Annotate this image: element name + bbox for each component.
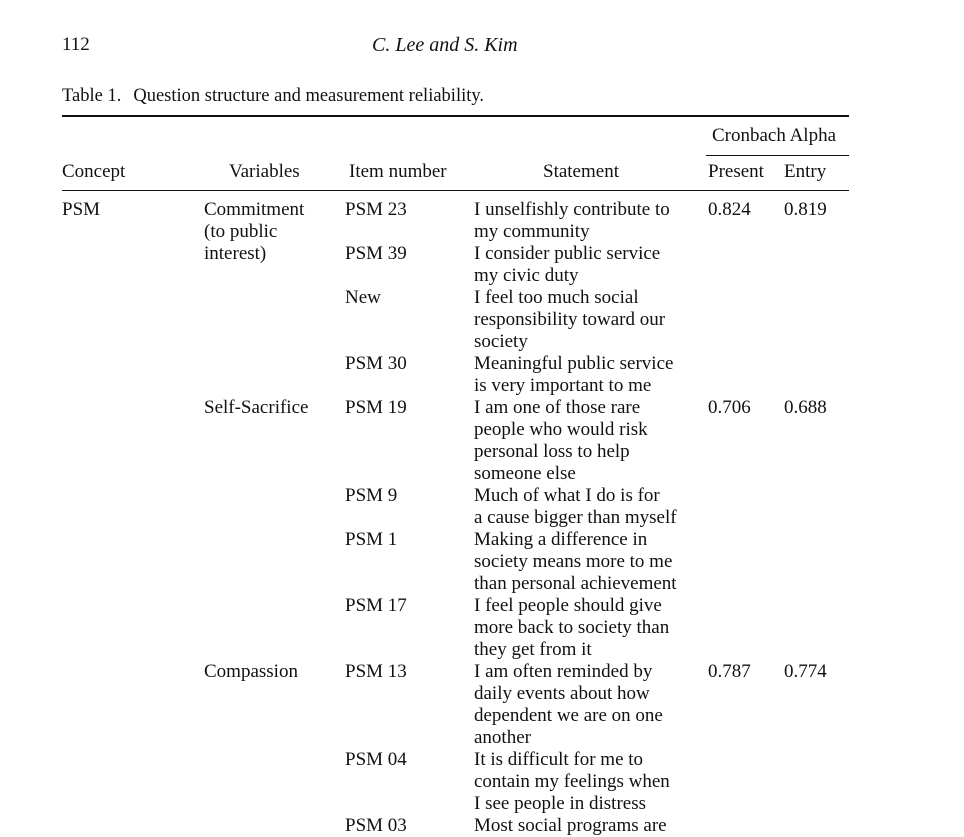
statement-line: daily events about how xyxy=(474,683,650,704)
header-variables: Variables xyxy=(229,161,300,182)
table-caption-text: Question structure and measurement reliability. xyxy=(133,86,485,106)
statement-line: I unselfishly contribute to xyxy=(474,199,670,220)
item-number-cell: PSM 30 xyxy=(345,353,407,374)
item-number-cell: PSM 13 xyxy=(345,661,407,682)
running-title: C. Lee and S. Kim xyxy=(372,34,518,56)
variable-label-line: Compassion xyxy=(204,661,298,682)
statement-line: I feel people should give xyxy=(474,595,662,616)
statement-line: society means more to me xyxy=(474,551,673,572)
alpha-entry-cell: 0.819 xyxy=(784,199,827,220)
item-number-cell: PSM 03 xyxy=(345,815,407,836)
statement-line: people who would risk xyxy=(474,419,648,440)
statement-line: I see people in distress xyxy=(474,793,647,814)
statement-line: society xyxy=(474,331,528,352)
variable-label-line: Self-Sacrifice xyxy=(204,397,309,418)
item-number-cell: PSM 04 xyxy=(345,749,407,770)
alpha-present-cell: 0.706 xyxy=(708,397,751,418)
statement-line: Much of what I do is for xyxy=(474,485,660,506)
statement-line: dependent we are on one xyxy=(474,705,663,726)
statement-line: I feel too much social xyxy=(474,287,639,308)
alpha-entry-cell: 0.688 xyxy=(784,397,827,418)
table-caption xyxy=(62,86,484,107)
variable-label-line: interest) xyxy=(204,243,267,264)
item-number-cell: PSM 23 xyxy=(345,199,407,220)
variable-label-line: Commitment xyxy=(204,199,305,220)
statement-line: is very important to me xyxy=(474,375,652,396)
statement-line: my community xyxy=(474,221,590,242)
statement-line: It is difficult for me to xyxy=(474,749,644,770)
statement-line: they get from it xyxy=(474,639,592,660)
page-number: 112 xyxy=(62,34,90,55)
header-statement: Statement xyxy=(543,161,619,182)
item-number-cell: PSM 9 xyxy=(345,485,398,506)
statement-line: Meaningful public service xyxy=(474,353,674,374)
item-number-cell: New xyxy=(345,287,381,308)
header-item-number: Item number xyxy=(349,161,447,182)
statement-line: a cause bigger than myself xyxy=(474,507,677,528)
statement-line: someone else xyxy=(474,463,576,484)
alpha-group-rule xyxy=(706,155,849,156)
alpha-present-cell: 0.824 xyxy=(708,199,751,220)
table-label: Table 1. xyxy=(62,86,122,106)
header-present: Present xyxy=(708,161,764,182)
header-concept: Concept xyxy=(62,161,126,182)
statement-line: another xyxy=(474,727,531,748)
item-number-cell: PSM 17 xyxy=(345,595,407,616)
statement-line: I consider public service xyxy=(474,243,661,264)
statement-line: I am one of those rare xyxy=(474,397,641,418)
statement-line: personal loss to help xyxy=(474,441,630,462)
statement-line: than personal achievement xyxy=(474,573,677,594)
statement-line: my civic duty xyxy=(474,265,579,286)
statement-line: Making a difference in xyxy=(474,529,648,550)
statement-line: contain my feelings when xyxy=(474,771,670,792)
alpha-entry-cell: 0.774 xyxy=(784,661,827,682)
statement-line: Most social programs are xyxy=(474,815,667,836)
statement-line: responsibility toward our xyxy=(474,309,666,330)
alpha-present-cell: 0.787 xyxy=(708,661,751,682)
variable-label-line: (to public xyxy=(204,221,278,242)
table-top-rule xyxy=(62,115,849,117)
header-cronbach-alpha: Cronbach Alpha xyxy=(712,125,837,146)
concept-cell: PSM xyxy=(62,199,101,220)
statement-line: more back to society than xyxy=(474,617,670,638)
item-number-cell: PSM 39 xyxy=(345,243,407,264)
header-bottom-rule xyxy=(62,190,849,191)
statement-line: I am often reminded by xyxy=(474,661,653,682)
header-entry: Entry xyxy=(784,161,827,182)
item-number-cell: PSM 19 xyxy=(345,397,407,418)
item-number-cell: PSM 1 xyxy=(345,529,398,550)
